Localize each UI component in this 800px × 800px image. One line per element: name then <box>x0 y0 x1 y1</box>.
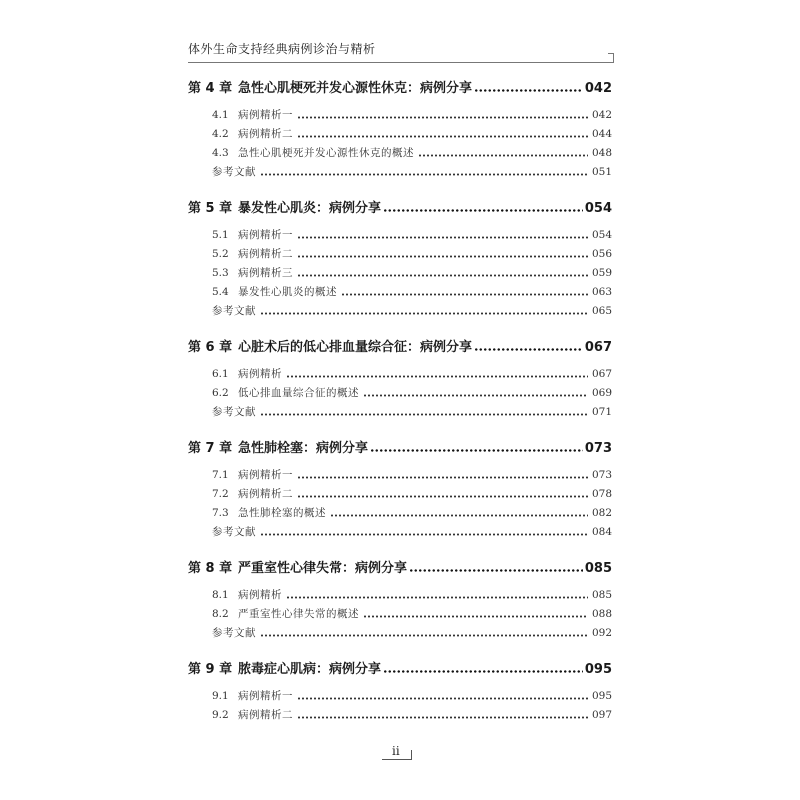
section-entry[interactable] <box>188 687 612 706</box>
dot-leader <box>260 413 588 416</box>
section-title: 病例精析 <box>238 368 282 380</box>
section-title: 病例精析一 <box>238 690 293 702</box>
references-title: 参考文献 <box>212 166 256 178</box>
chapter-number: 第 6 章 <box>188 340 233 355</box>
chapter-page: 085 <box>584 561 612 576</box>
dot-leader <box>383 209 583 212</box>
chapter-page: 067 <box>584 340 612 355</box>
section-number: 7.2 <box>212 488 229 500</box>
references-page: 092 <box>591 627 612 639</box>
section-number: 9.1 <box>212 690 229 702</box>
section-entry[interactable] <box>188 144 612 163</box>
chapter-block <box>188 337 612 422</box>
references-entry[interactable] <box>188 163 612 182</box>
section-entry[interactable] <box>188 125 612 144</box>
section-page: 088 <box>591 608 612 620</box>
section-title: 病例精析一 <box>238 469 293 481</box>
section-number: 4.2 <box>212 128 229 140</box>
section-entry[interactable] <box>188 365 612 384</box>
references-title: 参考文献 <box>212 526 256 538</box>
references-page: 065 <box>591 305 612 317</box>
chapter-block <box>188 78 612 182</box>
chapter-number: 第 5 章 <box>188 201 233 216</box>
chapter-number: 第 4 章 <box>188 81 233 96</box>
section-page: 054 <box>591 229 612 241</box>
section-page: 056 <box>591 248 612 260</box>
section-page: 082 <box>591 507 612 519</box>
dot-leader <box>418 154 588 157</box>
section-page: 063 <box>591 286 612 298</box>
section-title: 病例精析一 <box>238 229 293 241</box>
section-entry[interactable] <box>188 504 612 523</box>
section-entry[interactable] <box>188 485 612 504</box>
footer-rule <box>382 759 412 760</box>
dot-leader <box>297 697 588 700</box>
dot-leader <box>297 135 588 138</box>
dot-leader <box>260 634 588 637</box>
section-number: 7.1 <box>212 469 229 481</box>
section-page: 048 <box>591 147 612 159</box>
section-entry[interactable] <box>188 245 612 264</box>
chapter-title: 暴发性心肌炎：病例分享 <box>238 201 382 216</box>
header-rule <box>188 62 614 63</box>
section-entry[interactable] <box>188 283 612 302</box>
chapter-title: 急性肺栓塞：病例分享 <box>238 441 369 456</box>
section-number: 5.3 <box>212 267 229 279</box>
page-number: ii <box>392 744 400 758</box>
dot-leader <box>297 255 588 258</box>
dot-leader <box>297 236 588 239</box>
chapter-number: 第 8 章 <box>188 561 233 576</box>
section-number: 4.1 <box>212 109 229 121</box>
dot-leader <box>297 476 588 479</box>
dot-leader <box>330 514 588 517</box>
references-title: 参考文献 <box>212 627 256 639</box>
dot-leader <box>297 116 588 119</box>
dot-leader <box>474 348 583 351</box>
chapter-page: 095 <box>584 662 612 677</box>
references-title: 参考文献 <box>212 406 256 418</box>
dot-leader <box>286 596 588 599</box>
section-number: 4.3 <box>212 147 229 159</box>
section-title: 病例精析 <box>238 589 282 601</box>
section-title: 病例精析二 <box>238 128 293 140</box>
section-title: 低心排血量综合征的概述 <box>238 387 359 399</box>
dot-leader <box>286 375 588 378</box>
section-page: 069 <box>591 387 612 399</box>
section-title: 病例精析二 <box>238 488 293 500</box>
section-number: 5.2 <box>212 248 229 260</box>
chapter-title: 心脏术后的低心排血量综合征：病例分享 <box>238 340 473 355</box>
section-title: 病例精析三 <box>238 267 293 279</box>
chapter-block <box>188 438 612 542</box>
section-entry[interactable] <box>188 605 612 624</box>
chapter-page: 054 <box>584 201 612 216</box>
chapter-entry[interactable] <box>188 78 612 100</box>
chapter-title: 严重室性心律失常：病例分享 <box>238 561 408 576</box>
section-entry[interactable] <box>188 264 612 283</box>
dot-leader <box>474 89 583 92</box>
chapter-number: 第 7 章 <box>188 441 233 456</box>
chapter-entry[interactable] <box>188 558 612 580</box>
dot-leader <box>383 670 583 673</box>
section-title: 急性肺栓塞的概述 <box>238 507 326 519</box>
dot-leader <box>260 312 588 315</box>
chapter-block <box>188 198 612 321</box>
references-page: 084 <box>591 526 612 538</box>
dot-leader <box>260 173 588 176</box>
section-page: 097 <box>591 709 612 721</box>
section-title: 病例精析二 <box>238 709 293 721</box>
section-title: 病例精析二 <box>238 248 293 260</box>
dot-leader <box>297 495 588 498</box>
references-page: 071 <box>591 406 612 418</box>
section-title: 急性心肌梗死并发心源性休克的概述 <box>238 147 414 159</box>
chapter-block <box>188 558 612 643</box>
chapter-number: 第 9 章 <box>188 662 233 677</box>
section-number: 8.1 <box>212 589 229 601</box>
section-number: 6.1 <box>212 368 229 380</box>
dot-leader <box>297 716 588 719</box>
section-title: 暴发性心肌炎的概述 <box>238 286 337 298</box>
section-number: 8.2 <box>212 608 229 620</box>
section-number: 5.1 <box>212 229 229 241</box>
dot-leader <box>409 569 583 572</box>
dot-leader <box>363 394 588 397</box>
section-page: 078 <box>591 488 612 500</box>
table-of-contents <box>188 78 612 741</box>
chapter-block <box>188 659 612 725</box>
references-title: 参考文献 <box>212 305 256 317</box>
section-page: 044 <box>591 128 612 140</box>
section-entry[interactable] <box>188 466 612 485</box>
references-entry[interactable] <box>188 403 612 422</box>
references-entry[interactable] <box>188 624 612 643</box>
section-page: 085 <box>591 589 612 601</box>
chapter-entry[interactable] <box>188 438 612 460</box>
chapter-page: 042 <box>584 81 612 96</box>
references-page: 051 <box>591 166 612 178</box>
section-number: 7.3 <box>212 507 229 519</box>
chapter-entry[interactable] <box>188 198 612 220</box>
chapter-title: 脓毒症心肌病：病例分享 <box>238 662 382 677</box>
section-title: 病例精析一 <box>238 109 293 121</box>
dot-leader <box>260 533 588 536</box>
dot-leader <box>363 615 588 618</box>
footer-rule-tab <box>411 750 412 760</box>
section-page: 067 <box>591 368 612 380</box>
chapter-entry[interactable] <box>188 659 612 681</box>
chapter-page: 073 <box>584 441 612 456</box>
section-page: 059 <box>591 267 612 279</box>
section-number: 9.2 <box>212 709 229 721</box>
dot-leader <box>341 293 588 296</box>
section-page: 095 <box>591 690 612 702</box>
references-entry[interactable] <box>188 302 612 321</box>
section-number: 5.4 <box>212 286 229 298</box>
section-page: 042 <box>591 109 612 121</box>
dot-leader <box>370 449 583 452</box>
section-entry[interactable] <box>188 586 612 605</box>
section-title: 严重室性心律失常的概述 <box>238 608 359 620</box>
section-page: 073 <box>591 469 612 481</box>
chapter-title: 急性心肌梗死并发心源性休克：病例分享 <box>238 81 473 96</box>
section-entry[interactable] <box>188 106 612 125</box>
references-entry[interactable] <box>188 523 612 542</box>
running-head: 体外生命支持经典病例诊治与精析 <box>188 42 376 56</box>
section-entry[interactable] <box>188 384 612 403</box>
header-rule-tab <box>608 53 614 63</box>
section-entry[interactable] <box>188 706 612 725</box>
section-number: 6.2 <box>212 387 229 399</box>
dot-leader <box>297 274 588 277</box>
chapter-entry[interactable] <box>188 337 612 359</box>
section-entry[interactable] <box>188 226 612 245</box>
